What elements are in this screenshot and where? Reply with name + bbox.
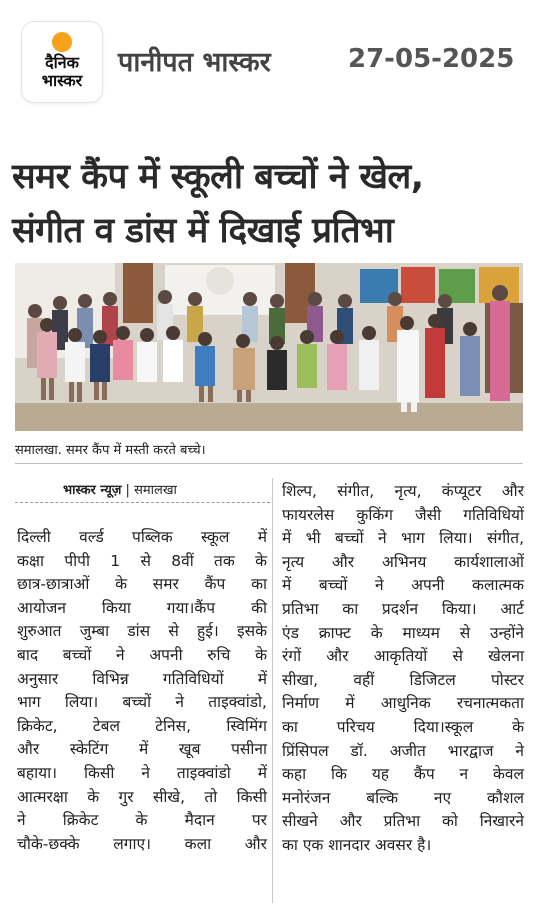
masthead: [0, 0, 535, 120]
body-line: दिल्ली वर्ल्ड पब्लिक स्कूल में: [17, 528, 267, 546]
group-photo: [15, 263, 523, 431]
body-line: सीखा, वहीं डिजिटल पोस्टर: [282, 670, 524, 689]
body-line: आयोजन किया गया।कैंप की: [17, 598, 267, 617]
article-body-right-column: [282, 480, 524, 858]
body-line: चौके-छक्के लगाए। कला और: [17, 834, 267, 853]
body-line: भाग लिया। बच्चों ने ताइक्वांडो,: [17, 693, 267, 712]
divider: [15, 502, 270, 503]
body-line: एंड क्राफ्ट के माध्यम से उन्होंने: [282, 623, 524, 642]
body-line: का परिचय दिया।स्कूल के: [282, 717, 524, 736]
headline: [12, 150, 527, 258]
column-divider: [272, 478, 273, 903]
body-line: आत्मरक्षा के गुर सीखे, तो किसी: [17, 787, 267, 806]
byline-location: समालखा: [134, 483, 177, 498]
body-line: कक्षा पीपी 1 से 8वीं तक के: [17, 551, 267, 570]
edition-name: पानीपत भास्कर: [118, 47, 271, 78]
body-line: शुरुआत जुम्बा डांस से हुई। इसके: [17, 622, 267, 641]
logo-text-line2: भास्कर: [41, 71, 83, 90]
body-line: शिल्प, संगीत, नृत्य, कंप्यूटर और: [282, 482, 524, 500]
headline-line: संगीत व डांस में दिखाई प्रतिभा: [12, 211, 394, 251]
body-line: ने क्रिकेट के मैदान पर: [17, 811, 267, 830]
group-photo-illustration: [15, 263, 523, 431]
body-line: कहा कि यह कैंप न केवल: [282, 765, 524, 784]
body-line: और स्केटिंग में खूब पसीना: [17, 740, 267, 759]
body-line: छात्र-छात्राओं के समर कैंप का: [17, 575, 267, 594]
body-line: रंगों और आकृतियों से खेलना: [282, 647, 524, 666]
body-line: नृत्य और अभिनय कार्यशालाओं: [282, 552, 524, 571]
body-line: क्रिकेट, टेबल टेनिस, स्विमिंग: [17, 716, 267, 735]
byline-source: भास्कर न्यूज़: [63, 483, 122, 498]
body-line: में बच्चों ने अपनी कलात्मक: [282, 576, 524, 595]
photo-caption: समालखा. समर कैंप में मस्ती करते बच्चे।: [15, 443, 206, 458]
byline: भास्कर न्यूज़ | समालखा: [63, 483, 177, 498]
headline-line: समर कैंप में स्कूली बच्चों ने खेल,: [12, 157, 424, 197]
body-line: का एक शानदार अवसर है।: [282, 835, 432, 854]
body-line: मनोरंजन बल्कि नए कौशल: [282, 788, 524, 807]
body-line: में भी बच्चों ने भाग लिया। संगीत,: [282, 529, 524, 548]
body-line: निर्माण में आधुनिक रचनात्मकता: [282, 694, 524, 713]
body-line: बहाया। किसी ने ताइक्वांडो में: [17, 763, 267, 782]
body-line: प्रतिभा का प्रदर्शन किया। आर्ट: [282, 599, 524, 618]
body-line: फायरलेस कुकिंग जैसी गतिविधियों: [282, 505, 524, 524]
body-line: अनुसार विभिन्न गतिविधियों में: [17, 669, 267, 688]
body-line: सीखने और प्रतिभा को निखारने: [282, 812, 524, 831]
body-line: बाद बच्चों ने अपनी रुचि के: [17, 645, 267, 664]
divider: [15, 463, 523, 464]
body-line: प्रिंसिपल डॉ. अजीत भारद्वाज ने: [282, 741, 524, 760]
publication-date: 27-05-2025: [348, 44, 515, 74]
logo-text-line1: दैनिक: [45, 53, 79, 72]
dainik-bhaskar-logo[interactable]: [22, 22, 102, 102]
sun-icon: [52, 32, 72, 52]
article-body-left-column: [17, 526, 267, 856]
